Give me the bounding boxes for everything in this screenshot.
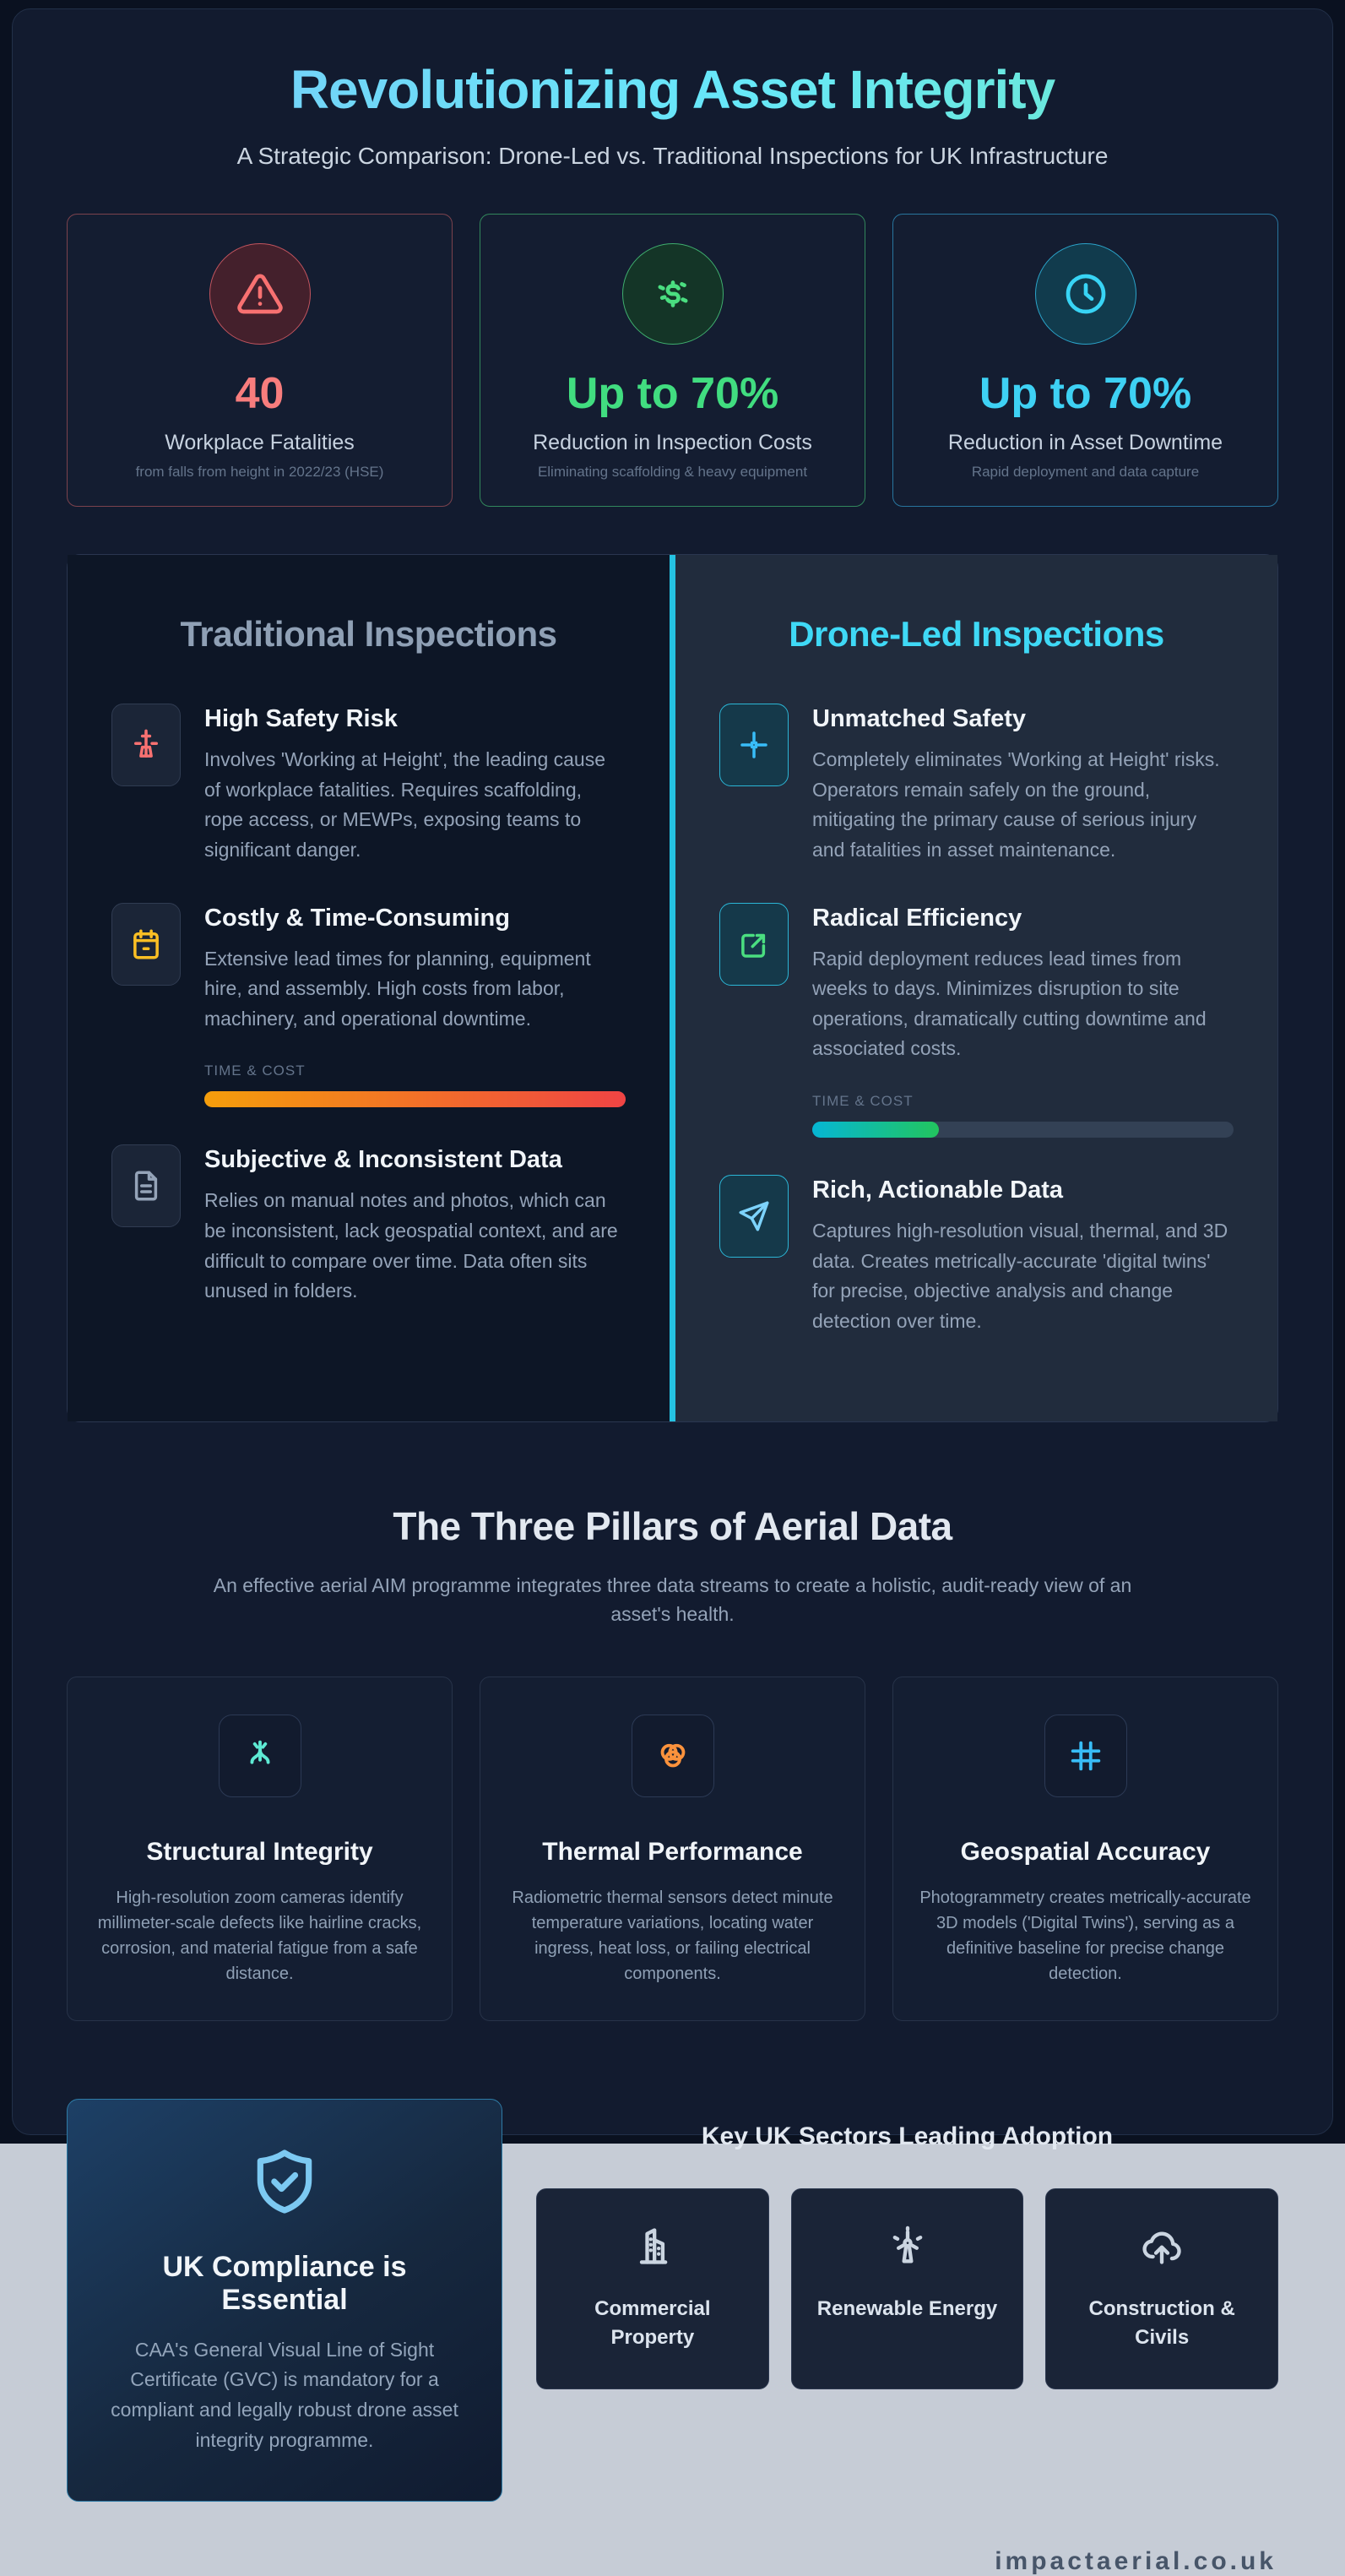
infographic-sheet (12, 8, 1333, 2576)
item-body: Involves 'Working at Height', the leading cause of workplace fatalities. Requires scaffolding, rope access, or MEWPs, exposing teams to significant danger. (204, 748, 606, 861)
pillars-header (13, 1503, 1332, 1629)
item-text (812, 1175, 1234, 1337)
compliance-card (67, 2099, 502, 2503)
time-cost-label: TIME & COST (812, 1093, 914, 1110)
pillars-title: The Three Pillars of Aerial Data (393, 1503, 952, 1548)
thermal-icon (632, 1715, 714, 1797)
sector-card-renewable-energy (791, 2188, 1024, 2390)
compliance-body: CAA's General Visual Line of Sight Certificate (GVC) is mandatory for a compliant and legally robust drone asset integrity programme. (111, 2338, 458, 2451)
drone-time-cost-bar (812, 1122, 1234, 1138)
stat-label: Workplace Fatalities (165, 431, 355, 454)
sector-card-commercial-property (536, 2188, 769, 2390)
item-heading: Subjective & Inconsistent Data (204, 1146, 562, 1174)
sector-cards-row (536, 2188, 1278, 2390)
pillar-body: High-resolution zoom cameras identify millimeter-scale defects like hairline cracks, corrosion, and material fatigue from a safe distance. (97, 1888, 422, 1983)
compliance-title: UK Compliance is Essential (162, 2250, 407, 2316)
item-body: Captures high-resolution visual, thermal, and 3D data. Creates metrically-accurate 'digital twins' for precise, objective analysis and change detection over time. (812, 1220, 1228, 1333)
stat-sublabel: Eliminating scaffolding & heavy equipment (537, 464, 808, 480)
bar-fill (204, 1091, 626, 1107)
clock-icon (1035, 243, 1136, 345)
stat-card-downtime (892, 214, 1278, 507)
list-item (111, 1144, 626, 1307)
item-body: Rapid deployment reduces lead times from weeks to days. Minimizes disruption to site operations, dramatically cutting downtime and associated costs. (812, 947, 1207, 1060)
stat-cards-row (67, 214, 1278, 507)
drone-crosshair-icon (719, 704, 789, 786)
stat-card-costs (480, 214, 865, 507)
item-heading: High Safety Risk (204, 705, 398, 732)
stat-label: Reduction in Inspection Costs (533, 431, 812, 454)
footer (13, 2547, 1277, 2576)
traditional-column (68, 555, 670, 1421)
pillar-card-structural (67, 1677, 453, 2021)
sector-label: Construction & Civils (1088, 2296, 1235, 2350)
grid-icon (1044, 1715, 1127, 1797)
item-text (812, 903, 1234, 1139)
list-item (111, 903, 626, 1108)
pillar-card-geospatial (892, 1677, 1278, 2021)
page-subtitle: A Strategic Comparison: Drone-Led vs. Traditional Inspections for UK Infrastructure (236, 143, 1109, 169)
item-text (812, 704, 1234, 866)
warning-triangle-icon (209, 243, 311, 345)
stat-value: Up to 70% (979, 369, 1192, 418)
send-icon (719, 1175, 789, 1258)
item-heading: Rich, Actionable Data (812, 1177, 1064, 1204)
pillar-body: Photogrammetry creates metrically-accurate 3D models ('Digital Twins'), serving as a definitive baseline for precise change detection. (919, 1888, 1251, 1983)
sector-label: Renewable Energy (816, 2296, 998, 2320)
trend-up-icon (719, 903, 789, 986)
pillar-card-thermal (480, 1677, 865, 2021)
stat-value: Up to 70% (566, 369, 779, 418)
file-text-icon (111, 1144, 181, 1227)
calendar-icon (111, 903, 181, 986)
item-heading: Radical Efficiency (812, 904, 1022, 932)
stat-sublabel: from falls from height in 2022/23 (HSE) (135, 464, 384, 480)
pillar-title: Thermal Performance (542, 1837, 803, 1866)
time-cost-label: TIME & COST (204, 1062, 306, 1079)
list-item (719, 704, 1234, 866)
item-text (204, 704, 626, 866)
wind-turbine-icon (886, 2258, 930, 2272)
building-icon (631, 2258, 675, 2272)
item-text (204, 1144, 626, 1307)
crack-icon (219, 1715, 301, 1797)
item-body: Extensive lead times for planning, equipment hire, and assembly. High costs from labor, machinery, and operational downtime. (204, 947, 591, 1030)
drone-column (675, 555, 1277, 1421)
item-text (204, 903, 626, 1108)
sectors-section (536, 2099, 1278, 2503)
sector-label: Commercial Property (594, 2296, 711, 2350)
traditional-title: Traditional Inspections (180, 614, 557, 654)
crane-icon (111, 704, 181, 786)
traditional-time-cost-bar (204, 1091, 626, 1107)
list-item (719, 1175, 1234, 1337)
pillar-cards-row (67, 1677, 1278, 2021)
item-heading: Unmatched Safety (812, 705, 1027, 732)
bar-fill (812, 1122, 939, 1138)
item-body: Completely eliminates 'Working at Height' risks. Operators remain safely on the ground, mitigating the primary cause of serious injury and fatalities in asset maintenance. (812, 748, 1220, 861)
page-title: Revolutionizing Asset Integrity (13, 58, 1332, 121)
list-item (111, 704, 626, 866)
column-divider (670, 555, 675, 1421)
list-item (719, 903, 1234, 1139)
pillar-body: Radiometric thermal sensors detect minute temperature variations, locating water ingress, heat loss, or failing electrical components. (512, 1888, 833, 1983)
stat-sublabel: Rapid deployment and data capture (971, 464, 1200, 480)
pillars-subtitle: An effective aerial AIM programme integrates three data streams to create a holistic, audit-ready view of an asset's health. (213, 1573, 1132, 1626)
stat-card-fatalities (67, 214, 453, 507)
pillar-title: Geospatial Accuracy (960, 1837, 1211, 1866)
comparison-panel (67, 554, 1278, 1422)
footer-site-url: impactaerial.co.uk (995, 2547, 1277, 2576)
bottom-section (67, 2099, 1278, 2503)
pillar-title: Structural Integrity (146, 1837, 373, 1866)
stat-value: 40 (235, 369, 285, 418)
stat-label: Reduction in Asset Downtime (947, 431, 1223, 454)
sector-card-construction-civils (1045, 2188, 1278, 2390)
money-icon (622, 243, 724, 345)
drone-title: Drone-Led Inspections (789, 614, 1164, 654)
item-heading: Costly & Time-Consuming (204, 904, 510, 932)
item-body: Relies on manual notes and photos, which can be inconsistent, lack geospatial context, and are difficult to compare over time. Data often sits unused in folders. (204, 1189, 618, 1302)
header (13, 9, 1332, 170)
shield-check-icon (248, 2207, 321, 2221)
cloud-upload-icon (1140, 2258, 1184, 2272)
sectors-title: Key UK Sectors Leading Adoption (701, 2122, 1114, 2150)
